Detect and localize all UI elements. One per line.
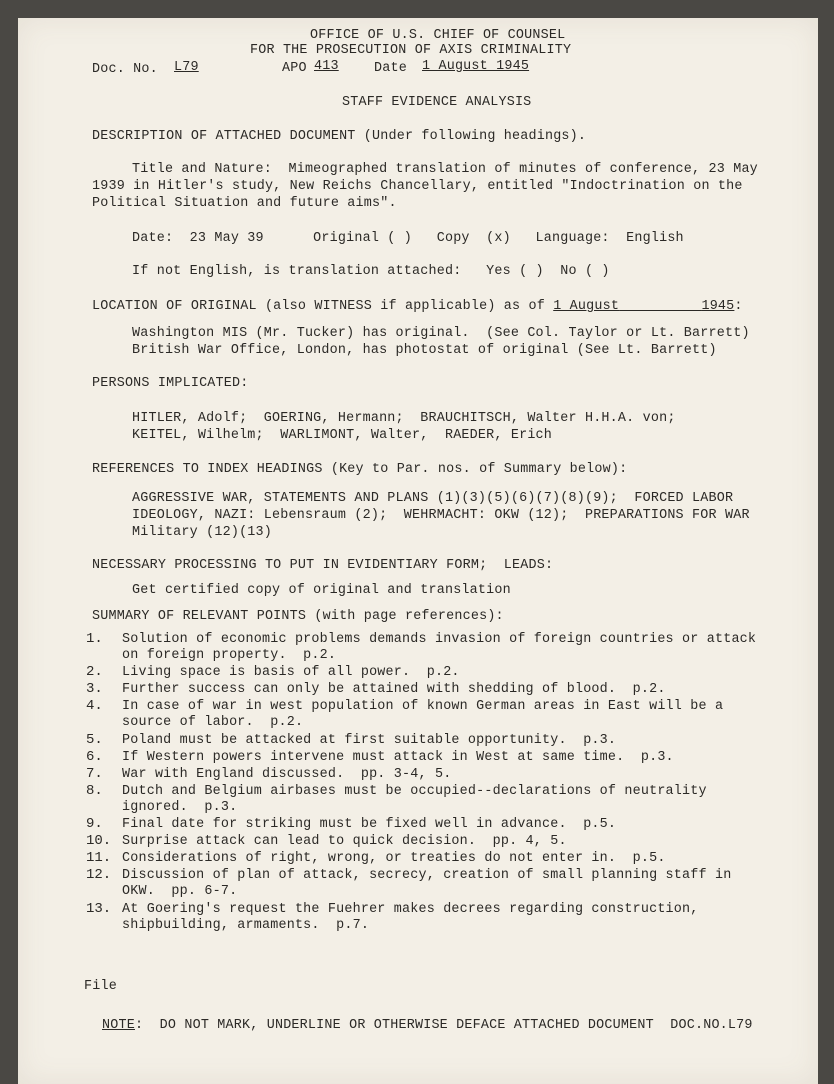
summary-item-number: 5.: [86, 732, 103, 748]
description-heading: DESCRIPTION OF ATTACHED DOCUMENT (Under following headings).: [92, 129, 587, 144]
doc-no-label: Doc. No.: [92, 62, 158, 77]
form-title: STAFF EVIDENCE ANALYSIS: [342, 95, 532, 110]
office-title-line2: FOR THE PROSECUTION OF AXIS CRIMINALITY: [250, 43, 572, 58]
title-nature-line2: 1939 in Hitler's study, New Reichs Chancellary, entitled "Indoctrination on the: [92, 179, 743, 194]
summary-item-number: 11.: [86, 850, 112, 866]
file-label: File: [84, 979, 117, 994]
note-label: NOTE: [102, 1018, 135, 1033]
summary-item-text: Further success can only be attained with shedding of blood. p.2.: [122, 682, 666, 697]
location-line1: Washington MIS (Mr. Tucker) has original. (See Col. Taylor or Lt. Barrett): [132, 326, 750, 341]
processing-line1: Get certified copy of original and translation: [132, 583, 511, 598]
references-line2: IDEOLOGY, NAZI: Lebensraum (2); WEHRMACHT: OKW (12); PREPARATIONS FOR WAR: [132, 508, 750, 523]
location-date-day: 1 August: [553, 299, 620, 314]
apo-value: 413: [314, 59, 339, 74]
location-heading-colon: :: [734, 299, 743, 314]
summary-item-number: 4.: [86, 698, 103, 714]
summary-item-text-cont: ignored. p.3.: [122, 800, 238, 815]
summary-item-number: 2.: [86, 664, 103, 680]
summary-item-number: 7.: [86, 766, 103, 782]
summary-item-text: Dutch and Belgium airbases must be occupied--declarations of neutrality: [122, 784, 707, 799]
summary-item-text: Poland must be attacked at first suitable opportunity. p.3.: [122, 733, 617, 748]
summary-item-number: 12.: [86, 867, 112, 883]
summary-item-text: Living space is basis of all power. p.2.: [122, 665, 460, 680]
summary-item-text: Final date for striking must be fixed well in advance. p.5.: [122, 817, 617, 832]
summary-item-text: At Goering's request the Fuehrer makes decrees regarding construction,: [122, 902, 699, 917]
summary-item-text: War with England discussed. pp. 3-4, 5.: [122, 767, 452, 782]
summary-item-text: Considerations of right, wrong, or treaties do not enter in. p.5.: [122, 851, 666, 866]
document-page: [18, 18, 818, 1084]
summary-heading: SUMMARY OF RELEVANT POINTS (with page references):: [92, 609, 504, 624]
location-date-gap: [619, 299, 701, 314]
footer-note: [102, 1018, 753, 1034]
title-nature-line1: Title and Nature: Mimeographed translation of minutes of conference, 23 May: [132, 162, 758, 177]
summary-item-number: 13.: [86, 901, 112, 917]
summary-item-number: 10.: [86, 833, 112, 849]
references-line1: AGGRESSIVE WAR, STATEMENTS AND PLANS (1)(3)(5)(6)(7)(8)(9); FORCED LABOR: [132, 491, 734, 506]
note-text: : DO NOT MARK, UNDERLINE OR OTHERWISE DEFACE ATTACHED DOCUMENT DOC.NO.L79: [134, 1018, 753, 1033]
summary-item-number: 1.: [86, 631, 103, 647]
summary-item-number: 6.: [86, 749, 103, 765]
summary-item-text: Surprise attack can lead to quick decision. pp. 4, 5.: [122, 834, 567, 849]
doc-no-value: L79: [174, 60, 199, 75]
translation-attached-line: If not English, is translation attached: Yes ( ) No ( ): [132, 264, 610, 279]
processing-heading: NECESSARY PROCESSING TO PUT IN EVIDENTIARY FORM; LEADS:: [92, 558, 554, 573]
location-heading-text: LOCATION OF ORIGINAL (also WITNESS if applicable) as of: [92, 299, 554, 314]
summary-item-number: 3.: [86, 681, 103, 697]
summary-item-text-cont: OKW. pp. 6-7.: [122, 884, 238, 899]
summary-item-text-cont: on foreign property. p.2.: [122, 648, 337, 663]
title-nature-line3: Political Situation and future aims".: [92, 196, 397, 211]
summary-item-text-cont: source of labor. p.2.: [122, 715, 304, 730]
summary-item-text-cont: shipbuilding, armaments. p.7.: [122, 918, 370, 933]
date-copy-language-line: Date: 23 May 39 Original ( ) Copy (x) Language: English: [132, 231, 684, 246]
summary-item-number: 9.: [86, 816, 103, 832]
location-line2: British War Office, London, has photostat of original (See Lt. Barrett): [132, 343, 717, 358]
summary-item-text: Solution of economic problems demands invasion of foreign countries or attack: [122, 632, 757, 647]
summary-item-number: 8.: [86, 783, 103, 799]
references-line3: Military (12)(13): [132, 525, 273, 540]
persons-heading: PERSONS IMPLICATED:: [92, 376, 249, 391]
location-date-year: 1945: [701, 299, 735, 314]
summary-item-text: Discussion of plan of attack, secrecy, creation of small planning staff in: [122, 868, 732, 883]
references-heading: REFERENCES TO INDEX HEADINGS (Key to Par. nos. of Summary below):: [92, 462, 628, 477]
location-heading: [92, 299, 743, 315]
date-value: 1 August 1945: [422, 59, 530, 74]
summary-item-text: If Western powers intervene must attack in West at same time. p.3.: [122, 750, 674, 765]
summary-item-text: In case of war in west population of known German areas in East will be a: [122, 699, 724, 714]
apo-label: APO: [282, 61, 307, 76]
persons-line2: KEITEL, Wilhelm; WARLIMONT, Walter, RAEDER, Erich: [132, 428, 553, 443]
office-title-line1: OFFICE OF U.S. CHIEF OF COUNSEL: [310, 28, 566, 43]
persons-line1: HITLER, Adolf; GOERING, Hermann; BRAUCHITSCH, Walter H.H.A. von;: [132, 411, 676, 426]
date-label: Date: [374, 61, 407, 76]
